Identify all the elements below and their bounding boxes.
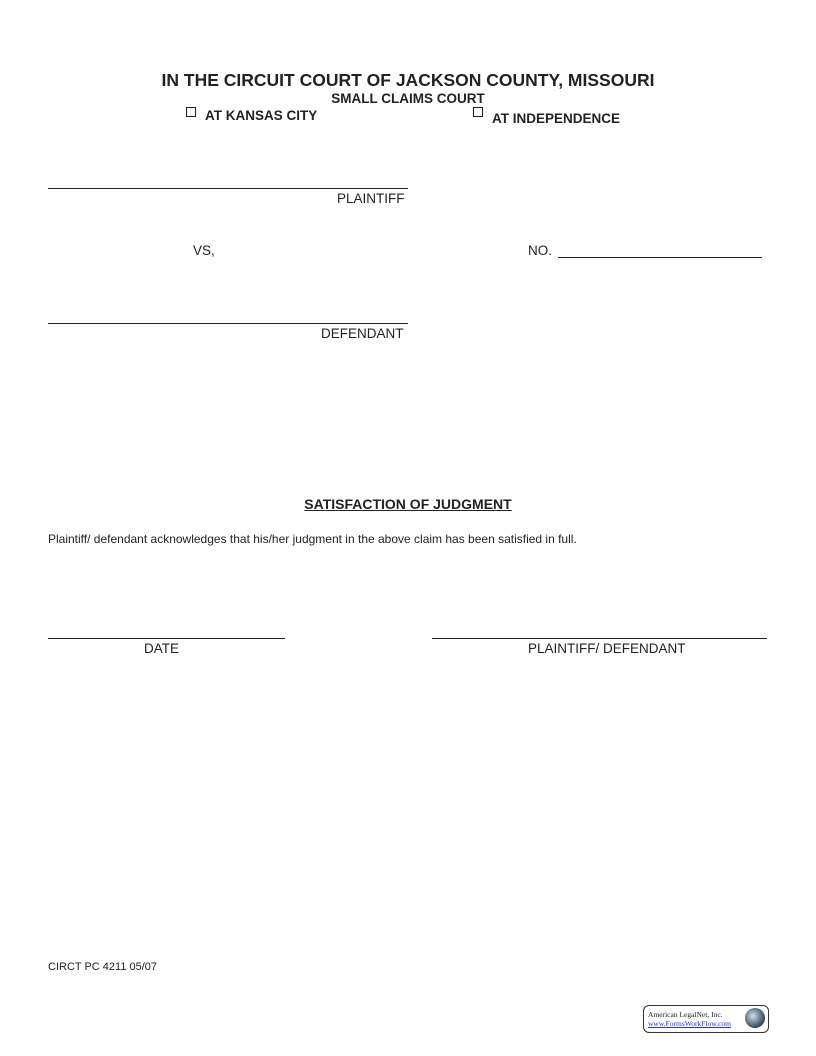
- checkbox-independence[interactable]: [473, 107, 483, 117]
- option-label: AT KANSAS CITY: [205, 108, 318, 123]
- case-number-line[interactable]: [558, 257, 762, 258]
- date-label: DATE: [144, 641, 180, 656]
- document-heading: SATISFACTION OF JUDGMENT: [304, 496, 512, 512]
- vs-label: VS,: [193, 243, 215, 258]
- signature-line[interactable]: [432, 638, 767, 639]
- signature-label: PLAINTIFF/ DEFENDANT: [528, 641, 686, 656]
- option-label: AT INDEPENDENCE: [492, 111, 621, 126]
- globe-icon: [745, 1008, 765, 1028]
- publisher-logo[interactable]: [643, 1005, 769, 1033]
- defendant-label: DEFENDANT: [321, 326, 404, 341]
- plaintiff-line[interactable]: [48, 188, 408, 189]
- court-subtitle: SMALL CLAIMS COURT: [331, 91, 485, 106]
- plaintiff-label: PLAINTIFF: [337, 191, 405, 206]
- checkbox-kansas-city[interactable]: [186, 107, 196, 117]
- case-number-label: NO.: [528, 243, 553, 258]
- defendant-line[interactable]: [48, 323, 408, 324]
- form-id: CIRCT PC 4211 05/07: [48, 961, 158, 973]
- statement-text: Plaintiff/ defendant acknowledges that his/her judgment in the above claim has been satisfied in full.: [48, 532, 577, 546]
- court-title: IN THE CIRCUIT COURT OF JACKSON COUNTY, MISSOURI: [161, 70, 655, 90]
- date-line[interactable]: [48, 638, 285, 639]
- logo-link[interactable]: www.FormsWorkFlow.com: [648, 1019, 732, 1028]
- option-independence[interactable]: [473, 107, 620, 126]
- logo-company: American LegalNet, Inc.: [648, 1010, 723, 1019]
- option-kansas-city[interactable]: [186, 107, 317, 123]
